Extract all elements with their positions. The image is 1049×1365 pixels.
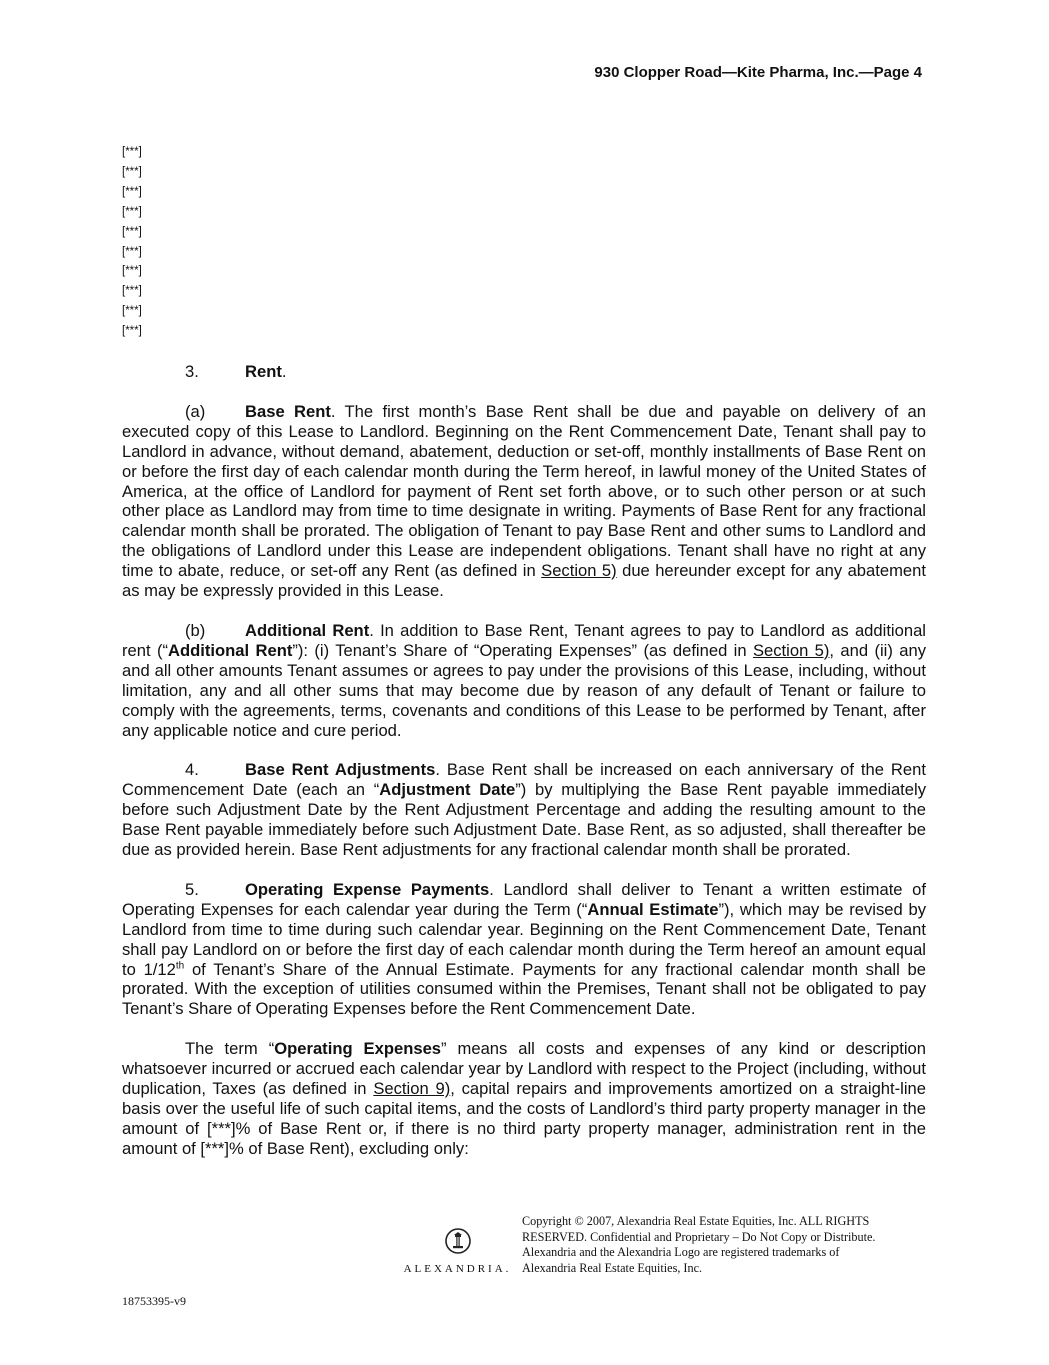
alexandria-logo [400,1226,515,1275]
redaction-mark: [***] [122,265,142,278]
paragraph-label: (a) [185,401,206,421]
paragraph-label: (b) [185,620,206,640]
defined-term: Additional Rent [168,640,293,660]
defined-term: Adjustment Date [379,780,516,800]
logo-wordmark: ALEXANDRIA. [403,1263,512,1275]
redaction-mark: [***] [122,325,142,338]
section-number: 5. [185,879,199,899]
section-reference: Section 5) [541,561,617,581]
defined-term: Annual Estimate [587,899,719,919]
document-id: 18753395-v9 [122,1294,186,1308]
ordinal-suffix: th [175,960,185,972]
section-title: Rent [245,362,282,381]
paragraph-title: Additional Rent [245,620,370,640]
section-number: 4. [185,760,199,780]
document-body [122,362,926,1179]
defined-term: Operating Expenses [274,1039,442,1059]
copyright-notice: Copyright © 2007, Alexandria Real Estate Equities, Inc. ALL RIGHTS RESERVED. Confidential and Proprietary – Do Not Copy or Distribute. Alexandria and the Alexandria Logo are registered trademarks of Alexandria Real Estate Equities, Inc. [522,1214,876,1275]
section-title: Base Rent Adjustments [245,760,436,780]
paragraph-operating-expenses-definition: The term “Operating Expenses” means all costs and expenses of any kind or description whatsoever incurred or accrued each calendar year by Landlord with respect to the Project (including, without duplication, Taxes (as defined in Section 9), capital repairs and improvements amortized on a straight-line basis over the useful life of such capital items, and the costs of Landlord’s third party property manager in the amount of [***]% of Base Rent or, if there is no third party property manager, administration rent in the amount of [***]% of Base Rent), excluding only: [122,1039,926,1158]
redaction-mark: [***] [122,305,142,318]
section-4-base-rent-adjustments: 4. Base Rent Adjustments. Base Rent shall be increased on each anniversary of the Rent Commencement Date (each an “Adjustment Date”) by multiplying the Base Rent payable immediately before such Adjustment Date by the Rent Adjustment Percentage and adding the resulting amount to the Base Rent payable immediately before such Adjustment Date. Base Rent, as so adjusted, shall thereafter be due as provided herein. Base Rent adjustments for any fractional calendar month shall be prorated. [122,760,926,860]
paragraph-base-rent: (a) Base Rent. The first month’s Base Rent shall be due and payable on delivery of an executed copy of this Lease to Landlord. Beginning on the Rent Commencement Date, Tenant shall pay to Landlord in advance, without demand, abatement, deduction or set-off, monthly installments of Base Rent on or before the first day of each calendar month during the Term hereof, in lawful money of the United States of America, at the office of Landlord for payment of Rent set forth above, or to such other person or at such other place as Landlord may from time to time designate in writing. Payments of Base Rent for any fractional calendar month shall be prorated. The obligation of Tenant to pay Base Rent and other sums to Landlord and the obligations of Landlord under this Lease are independent obligations. Tenant shall have no right at any time to abate, reduce, or set-off any Rent (as defined in Section 5) due hereunder except for any abatement as may be expressly provided in this Lease. [122,401,926,601]
section-reference: Section 5) [752,640,830,660]
redaction-mark: [***] [122,205,142,218]
redaction-mark: [***] [122,245,142,258]
redaction-mark: [***] [122,185,142,198]
paragraph-additional-rent: (b) Additional Rent. In addition to Base Rent, Tenant agrees to pay to Landlord as additional rent (“Additional Rent”): (i) Tenant’s Share of “Operating Expenses” (as defined in Section 5), and (ii) any and all other amounts Tenant assumes or agrees to pay under the provisions of this Lease, including, without limitation, any and all other sums that may become due by reason of any default of Tenant or failure to comply with the agreements, terms, covenants and conditions of this Lease to be performed by Tenant, after any applicable notice and cure period. [122,620,926,740]
section-title: Operating Expense Payments [245,879,490,899]
alexandria-emblem-icon [442,1226,474,1256]
redaction-mark: [***] [122,285,142,298]
section-number: 3. [185,362,199,381]
redaction-mark: [***] [122,165,142,178]
section-reference: Section 9) [373,1079,451,1099]
page-header: 930 Clopper Road—Kite Pharma, Inc.—Page 4 [594,64,922,81]
redaction-mark: [***] [122,146,142,158]
redaction-list [122,143,142,342]
section-5-operating-expense-payments: 5. Operating Expense Payments. Landlord shall deliver to Tenant a written estimate of Operating Expenses for each calendar year during the Term (“Annual Estimate”), which may be revised by Landlord from time to time during such calendar year. Beginning on the Rent Commencement Date, Tenant shall pay Landlord on or before the first day of each calendar month during the Term hereof an amount equal to 1/12th of Tenant’s Share of the Annual Estimate. Payments for any fractional calendar month shall be prorated. With the exception of utilities consumed within the Premises, Tenant shall not be obligated to pay Tenant’s Share of Operating Expenses before the Rent Commencement Date. [122,879,926,1019]
section-3-heading: 3. Rent. [185,362,287,381]
redaction-mark: [***] [122,225,142,238]
paragraph-title: Base Rent [245,401,331,421]
